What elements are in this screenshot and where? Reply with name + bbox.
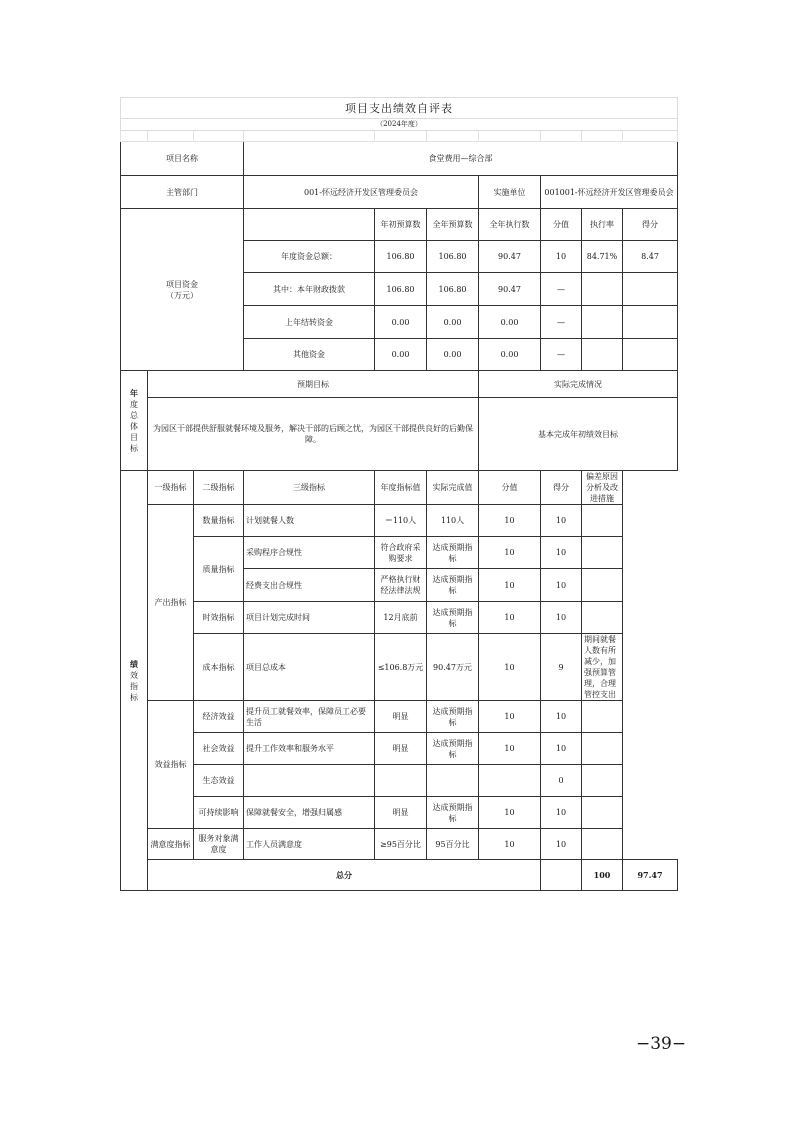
level2-sustainable: 可持续影响 [194, 797, 244, 829]
indicator-actual: 达成预期指标 [427, 537, 479, 569]
indicator-value [479, 765, 541, 797]
funds-row-rate: 84.71% [582, 241, 623, 273]
indicator-note: 期间就餐人数有所减少，加强预算管理，合理管控支出 [582, 634, 623, 701]
table-row [121, 537, 678, 569]
funds-label-line2: （万元） [166, 290, 198, 300]
indicator-name: 计划就餐人数 [244, 505, 375, 537]
indicator-target [375, 765, 427, 797]
funds-row-executed: 90.47 [479, 273, 541, 306]
indicator-value: 10 [479, 634, 541, 701]
funds-row-annual: 0.00 [427, 306, 479, 339]
funds-row-initial: 106.80 [375, 241, 427, 273]
goal-actual-header: 实际完成情况 [479, 371, 678, 398]
indicator-score: 10 [541, 537, 582, 569]
funds-row-annual: 106.80 [427, 273, 479, 306]
indicator-name: 工作人员满意度 [244, 829, 375, 860]
funds-label [121, 209, 244, 371]
funds-header-blank [244, 209, 375, 241]
indicator-note [582, 602, 623, 634]
indicator-actual: 95百分比 [427, 829, 479, 860]
funds-row-name: 其他资金 [244, 339, 375, 371]
indicator-actual [427, 765, 479, 797]
indicator-note [582, 701, 623, 733]
funds-row-executed: 0.00 [479, 306, 541, 339]
perf-header-note: 偏差原因分析及改进措施 [582, 471, 623, 505]
indicator-note [582, 733, 623, 765]
indicator-name: 提升工作效率和服务水平 [244, 733, 375, 765]
impl-unit-label: 实施单位 [479, 176, 541, 209]
level1-benefit: 效益指标 [148, 701, 194, 829]
indicator-name: 采购程序合规性 [244, 537, 375, 569]
table-row [121, 797, 678, 829]
total-value: 100 [582, 860, 623, 891]
indicator-target: 明显 [375, 733, 427, 765]
indicator-actual: 110人 [427, 505, 479, 537]
indicator-name: 保障就餐安全，增强归属感 [244, 797, 375, 829]
indicator-target: ≥95百分比 [375, 829, 427, 860]
indicator-value: 10 [479, 829, 541, 860]
funds-row-rate [582, 306, 623, 339]
funds-row-score [623, 306, 678, 339]
perf-header-level3: 三级指标 [244, 471, 375, 505]
indicator-name: 经费支出合规性 [244, 569, 375, 602]
funds-row-value: — [541, 306, 582, 339]
funds-label-line1: 项目资金 [166, 279, 198, 289]
project-name-label: 项目名称 [121, 142, 244, 176]
indicator-score: 10 [541, 602, 582, 634]
funds-row-rate [582, 273, 623, 306]
level2-service-satisfaction: 服务对象满意度 [194, 829, 244, 860]
funds-row-annual: 106.80 [427, 241, 479, 273]
indicator-score: 10 [541, 505, 582, 537]
indicator-target: 明显 [375, 701, 427, 733]
level2-cost: 成本指标 [194, 634, 244, 701]
indicator-score: 0 [541, 765, 582, 797]
indicator-actual: 达成预期指标 [427, 701, 479, 733]
indicator-target: 严格执行财经法律法规 [375, 569, 427, 602]
indicator-note [582, 505, 623, 537]
table-row [121, 634, 678, 701]
funds-row-rate [582, 339, 623, 371]
level2-timeliness: 时效指标 [194, 602, 244, 634]
indicator-actual: 90.47万元 [427, 634, 479, 701]
indicator-score: 10 [541, 569, 582, 602]
indicator-note [582, 537, 623, 569]
indicator-value: 10 [479, 733, 541, 765]
indicator-note [582, 765, 623, 797]
funds-header-annual: 全年预算数 [427, 209, 479, 241]
perf-header-value: 分值 [479, 471, 541, 505]
total-blank [541, 860, 582, 891]
table-row [121, 829, 678, 860]
funds-header-rate: 执行率 [582, 209, 623, 241]
page-title: 项目支出绩效自评表 [121, 98, 678, 119]
indicator-score: 10 [541, 829, 582, 860]
level2-economic: 经济效益 [194, 701, 244, 733]
perf-header-level1: 一级指标 [148, 471, 194, 505]
indicator-target: ＝110人 [375, 505, 427, 537]
indicator-value: 10 [479, 505, 541, 537]
indicator-score: 10 [541, 733, 582, 765]
funds-row-value: 10 [541, 241, 582, 273]
indicator-target: 符合政府采购要求 [375, 537, 427, 569]
funds-row-executed: 90.47 [479, 241, 541, 273]
funds-header-score: 得分 [623, 209, 678, 241]
table-row [121, 701, 678, 733]
perf-header-score: 得分 [541, 471, 582, 505]
funds-row-value: — [541, 273, 582, 306]
table-row [121, 733, 678, 765]
funds-row-name: 上年结转资金 [244, 306, 375, 339]
funds-row-annual: 0.00 [427, 339, 479, 371]
goal-expected-header: 预期目标 [148, 371, 479, 398]
funds-row-executed: 0.00 [479, 339, 541, 371]
project-name-value: 食堂费用—综合部 [244, 142, 678, 176]
indicator-value: 10 [479, 537, 541, 569]
indicator-target: 12月底前 [375, 602, 427, 634]
dept-value: 001-怀远经济开发区管理委员会 [244, 176, 479, 209]
perf-header-level2: 二级指标 [194, 471, 244, 505]
table-row [121, 765, 678, 797]
indicator-target: 明显 [375, 797, 427, 829]
table-row [121, 505, 678, 537]
evaluation-table [120, 97, 678, 891]
funds-row-initial: 106.80 [375, 273, 427, 306]
indicator-name: 提升员工就餐效率，保障员工必要生活 [244, 701, 375, 733]
indicator-note [582, 569, 623, 602]
indicator-name: 项目计划完成时间 [244, 602, 375, 634]
indicator-name [244, 765, 375, 797]
funds-header-value: 分值 [541, 209, 582, 241]
page-number: −39− [636, 1034, 687, 1054]
perf-side-label: 绩 效 指 标 [121, 471, 148, 891]
perf-header-actual: 实际完成值 [427, 471, 479, 505]
evaluation-sheet [120, 97, 677, 891]
funds-row-score: 8.47 [623, 241, 678, 273]
funds-row-initial: 0.00 [375, 339, 427, 371]
funds-row-initial: 0.00 [375, 306, 427, 339]
indicator-target: ≤106.8万元 [375, 634, 427, 701]
impl-unit-value: 001001-怀远经济开发区管理委员会 [541, 176, 678, 209]
indicator-actual: 达成预期指标 [427, 602, 479, 634]
funds-row-name: 其中：本年财政拨款 [244, 273, 375, 306]
goal-actual-text: 基本完成年初绩效目标 [479, 398, 678, 471]
indicator-actual: 达成预期指标 [427, 733, 479, 765]
level2-quality: 质量指标 [194, 537, 244, 602]
level2-social: 社会效益 [194, 733, 244, 765]
dept-label: 主管部门 [121, 176, 244, 209]
indicator-score: 10 [541, 797, 582, 829]
perf-header-target: 年度指标值 [375, 471, 427, 505]
indicator-value: 10 [479, 602, 541, 634]
indicator-note [582, 797, 623, 829]
funds-row-name: 年度资金总额： [244, 241, 375, 273]
table-row [121, 602, 678, 634]
funds-header-initial: 年初预算数 [375, 209, 427, 241]
indicator-name: 项目总成本 [244, 634, 375, 701]
level1-satisfaction: 满意度指标 [148, 829, 194, 860]
year-label: （2024年度） [121, 119, 678, 131]
total-score: 97.47 [623, 860, 678, 891]
indicator-actual: 达成预期指标 [427, 569, 479, 602]
level2-ecological: 生态效益 [194, 765, 244, 797]
goal-expected-text: 为园区干部提供舒服就餐环境及服务，解决干部的后顾之忧，为园区干部提供良好的后勤保障。 [148, 398, 479, 471]
indicator-actual: 达成预期指标 [427, 797, 479, 829]
funds-row-value: — [541, 339, 582, 371]
indicator-note [582, 829, 623, 860]
indicator-value: 10 [479, 797, 541, 829]
level2-quantity: 数量指标 [194, 505, 244, 537]
indicator-value: 10 [479, 701, 541, 733]
funds-row-score [623, 339, 678, 371]
level1-output: 产出指标 [148, 505, 194, 701]
funds-header-executed: 全年执行数 [479, 209, 541, 241]
goal-side-label: 年 度 总 体 目 标 [121, 371, 148, 471]
indicator-score: 9 [541, 634, 582, 701]
funds-row-score [623, 273, 678, 306]
total-label: 总分 [148, 860, 541, 891]
indicator-score: 10 [541, 701, 582, 733]
indicator-value: 10 [479, 569, 541, 602]
